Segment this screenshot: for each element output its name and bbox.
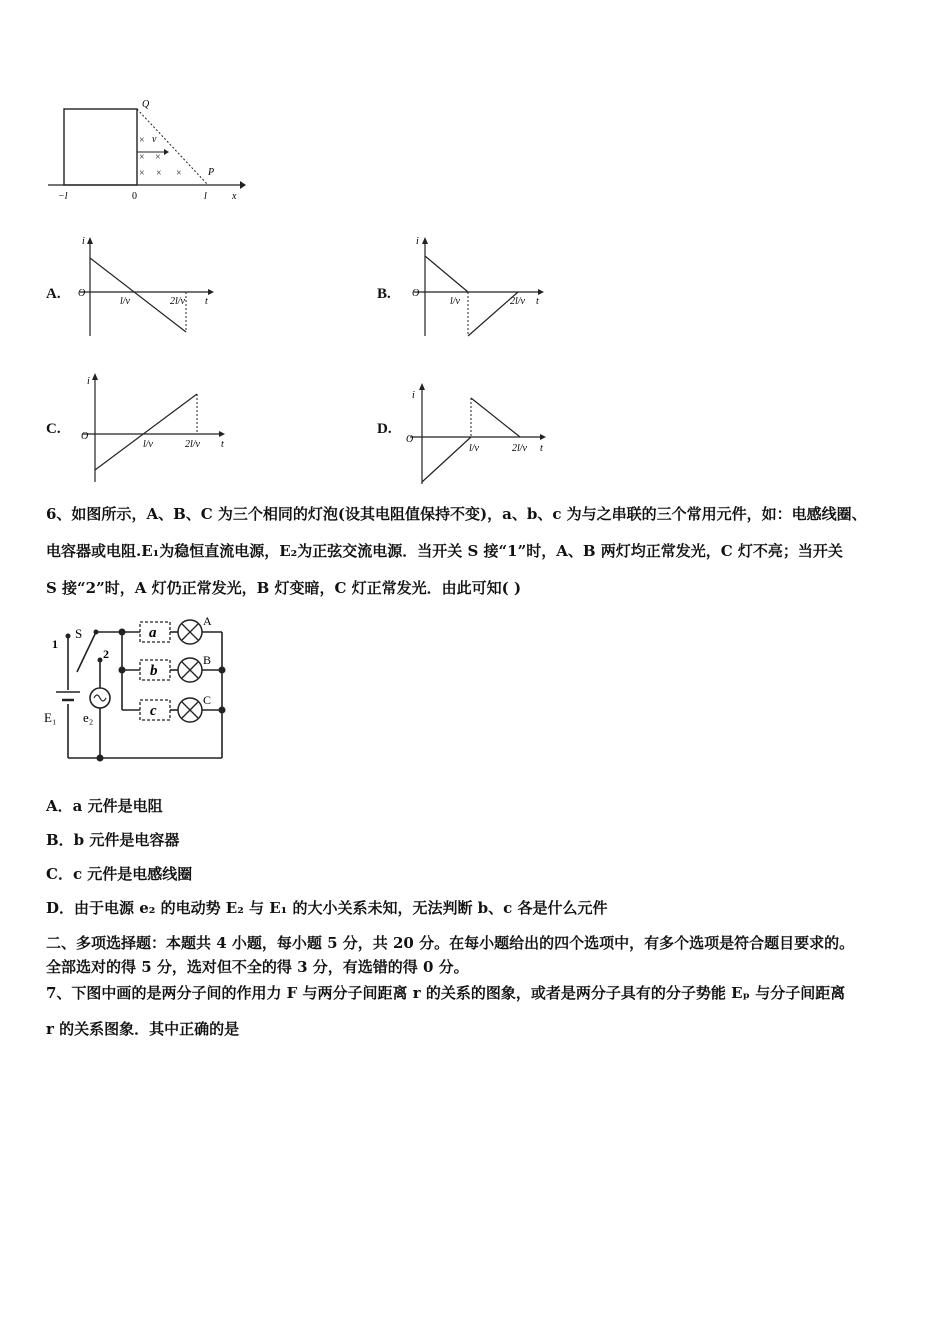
field-boundary bbox=[137, 109, 208, 185]
label-origin: 0 bbox=[132, 191, 137, 202]
q6-line-2: 电容器或电阻.E₁为稳恒直流电源，E₂为正弦交流电源．当开关 S 接“1”时，A、B 两灯均正常发光，C 灯不亮；当开关 bbox=[46, 542, 843, 560]
graph-d-t-label: t bbox=[540, 443, 543, 454]
graph-c-t-label: t bbox=[221, 439, 224, 450]
label-l: l bbox=[204, 191, 207, 202]
label-neg-l: −l bbox=[58, 191, 68, 202]
graph-c[interactable] bbox=[75, 368, 235, 486]
q6-line-3: S 接“2”时，A 灯仍正常发光，B 灯变暗，C 灯正常发光．由此可知( ) bbox=[46, 579, 522, 597]
graph-d[interactable] bbox=[400, 380, 555, 488]
label-Q: Q bbox=[142, 99, 150, 110]
graph-d-t1: l/v bbox=[469, 443, 479, 454]
graph-c-t1: l/v bbox=[143, 439, 153, 450]
q6-option-c[interactable]: C．c 元件是电感线圈 bbox=[46, 865, 193, 883]
option-c-letter[interactable]: C. bbox=[46, 421, 61, 437]
option-d-letter[interactable]: D. bbox=[377, 421, 392, 437]
field-crosses bbox=[139, 135, 182, 179]
graph-b-t1: l/v bbox=[450, 296, 460, 307]
q7-line-1: 7、下图中画的是两分子间的作用力 F 与两分子间距离 r 的关系的图象，或者是两分子具有的分子势能 Eₚ 与分子间距离 bbox=[46, 984, 846, 1002]
graph-b-y-label: i bbox=[416, 236, 419, 247]
square-loop bbox=[64, 109, 137, 185]
graph-a-origin: O bbox=[78, 288, 86, 299]
graph-a[interactable] bbox=[70, 232, 220, 340]
option-a-letter[interactable]: A. bbox=[46, 286, 61, 302]
svg-text:×: × bbox=[156, 168, 162, 179]
label-e1: E₁ bbox=[44, 710, 57, 725]
label-terminal-2: 2 bbox=[103, 647, 109, 661]
loop-field-figure bbox=[40, 95, 250, 207]
label-b: b bbox=[150, 663, 158, 679]
label-lamp-b: B bbox=[203, 653, 212, 667]
svg-text:×: × bbox=[139, 168, 145, 179]
graph-a-t-label: t bbox=[205, 296, 208, 307]
graph-c-origin: O bbox=[81, 431, 89, 442]
svg-text:×: × bbox=[176, 168, 182, 179]
label-x: x bbox=[232, 191, 237, 202]
graph-a-t2: 2l/v bbox=[170, 296, 185, 307]
option-b-letter[interactable]: B. bbox=[377, 286, 391, 302]
q7-line-2: r 的关系图象．其中正确的是 bbox=[46, 1020, 240, 1038]
graph-b[interactable] bbox=[400, 232, 550, 340]
graph-c-t2: 2l/v bbox=[185, 439, 200, 450]
graph-a-y-label: i bbox=[82, 236, 85, 247]
label-lamp-a: A bbox=[203, 614, 212, 628]
q6-option-b[interactable]: B．b 元件是电容器 bbox=[46, 831, 180, 849]
graph-d-y-label: i bbox=[412, 390, 415, 401]
circuit-diagram bbox=[40, 612, 240, 770]
label-terminal-1: 1 bbox=[52, 637, 58, 651]
q6-option-a[interactable]: A．a 元件是电阻 bbox=[46, 797, 163, 815]
svg-text:×: × bbox=[155, 152, 161, 163]
graph-d-origin: O bbox=[406, 434, 414, 445]
label-s: S bbox=[75, 626, 83, 641]
graph-b-t2: 2l/v bbox=[510, 296, 525, 307]
section2-line-2: 全部选对的得 5 分，选对但不全的得 3 分，有选错的得 0 分。 bbox=[46, 958, 469, 976]
label-lamp-c: C bbox=[203, 693, 212, 707]
section2-line-1: 二、多项选择题：本题共 4 小题，每小题 5 分，共 20 分。在每小题给出的四个选项中，有多个选项是符合题目要求的。 bbox=[46, 934, 855, 952]
label-v: v bbox=[152, 134, 157, 145]
q6-line-1: 6、如图所示，A、B、C 为三个相同的灯泡(设其电阻值保持不变)，a、b、c 为与之串联的三个常用元件，如：电感线圈、 bbox=[46, 505, 867, 523]
label-e2: e₂ bbox=[83, 710, 94, 725]
svg-text:×: × bbox=[139, 152, 145, 163]
graph-b-t-label: t bbox=[536, 296, 539, 307]
label-P: P bbox=[208, 167, 215, 178]
q6-option-d[interactable]: D．由于电源 e₂ 的电动势 E₂ 与 E₁ 的大小关系未知，无法判断 b、c 各是什么元件 bbox=[46, 899, 608, 917]
svg-text:×: × bbox=[139, 135, 145, 146]
graph-d-t2: 2l/v bbox=[512, 443, 527, 454]
graph-a-t1: l/v bbox=[120, 296, 130, 307]
graph-c-y-label: i bbox=[87, 376, 90, 387]
label-c: c bbox=[150, 703, 157, 719]
graph-a-line bbox=[90, 258, 186, 332]
graph-b-origin: O bbox=[412, 288, 420, 299]
label-a: a bbox=[149, 625, 157, 641]
